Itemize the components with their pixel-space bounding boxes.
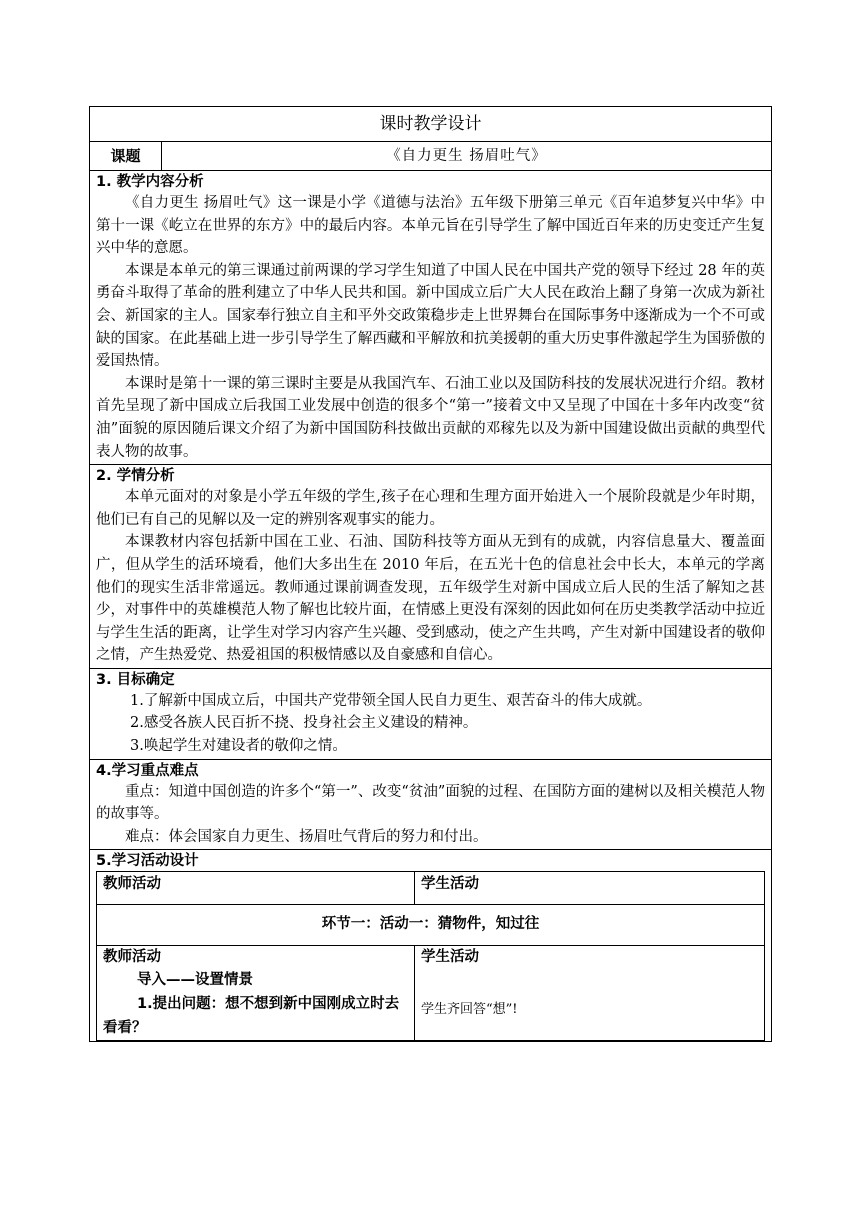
paragraph: 本单元面对的对象是小学五年级的学生,孩子在心理和生理方面开始进入一个展阶段就是少年时期，他们已有自己的见解以及一定的辨别客观事实的能力。 [96,489,765,528]
question-step: 1.提出问题：想不想到新中国刚成立时去看看？ [103,996,400,1037]
section-heading: 2. 学情分析 [96,468,175,485]
student-activity-header: 学生活动 [415,872,765,905]
section-activity-design [90,850,772,1042]
topic-value: 《自力更生 扬眉吐气》 [162,142,772,171]
activity-table [96,871,765,1041]
paragraph: 《自力更生 扬眉吐气》这一课是小学《道德与法治》五年级下册第三单元《百年追梦复兴中华》中第十一课《屹立在世界的东方》中的最后内容。本单元旨在引导学生了解中国近百年来的历史变迁产生复兴中华的意愿。 [96,195,765,257]
difficult-point: 难点：体会国家自力更生、扬眉吐气背后的努力和付出。 [125,828,488,845]
student-answer: 学生齐回答“想”! [421,1002,518,1018]
objective-item: 1.了解新中国成立后，中国共产党带领全国人民自力更生、艰苦奋斗的伟大成就。 [130,692,652,709]
paragraph: 本课时是第十一课的第三课时主要是从我国汽车、石油工业以及国防科技的发展状况进行介绍。教材首先呈现了新中国成立后我国工业发展中创造的很多个“第一”接着文中又呈现了中国在十多年内改变“贫油”面貌的原因随后课文介绍了为新中国国防科技做出贡献的邓稼先以及为新中国建设做出贡献的典型代表人物的故事。 [96,375,765,460]
section-heading: 4.学习重点难点 [96,762,199,779]
objective-item: 3.唤起学生对建设者的敬仰之情。 [130,738,347,755]
paragraph: 本课教材内容包括新中国在工业、石油、国防科技等方面从无到有的成就，内容信息量大、覆盖面广，但从学生的活环境看，他们大多出生在 2010 年后，在五光十色的信息社会中长大，本单元的学离他们的现实生活非常遥远。教师通过课前调查发现，五年级学生对新中国成立后人民的生活了解知之甚少，对事件中的英雄模范人物了解也比较片面，在情感上更没有深刻的因此如何在历史类教学活动中拉近与学生生活的距离，让学生对学习内容产生兴趣、受到感动，使之产生共鸣，产生对新中国建设者的敬仰之情，产生热爱党、热爱祖国的积极情感以及自豪感和自信心。 [96,534,765,664]
student-activity-cell [415,946,765,1041]
section-heading: 1. 教学内容分析 [96,174,204,190]
section-content-analysis [90,171,772,465]
teacher-activity-label: 教师活动 [103,949,161,966]
teacher-activity-cell [97,946,415,1041]
section-heading: 5.学习活动设计 [96,853,199,870]
paragraph: 本课是本单元的第三课通过前两课的学习学生知道了中国人民在中国共产党的领导下经过 28 年的英勇奋斗取得了革命的胜利建立了中华人民共和国。新中国成立后广大人民在政治上翻了身第一次成为新社会、新国家的主人。国家奉行独立自主和平外交政策稳步走上世界舞台在国际事务中逐渐成为一个不可或缺的国家。在此基础上进一步引导学生了解西藏和平解放和抗美援朝的重大历史事件激起学生为国骄傲的爱国热情。 [96,262,765,370]
section-heading: 3. 目标确定 [96,671,175,688]
document-title: 课时教学设计 [90,107,772,142]
key-point: 重点：知道中国创造的许多个“第一”、改变“贫油”面貌的过程、在国防方面的建树以及相关模范人物的故事等。 [96,783,765,823]
section-learner-analysis [90,465,772,669]
phase-title: 环节一：活动一：猜物件，知过往 [97,905,765,946]
objective-item: 2.感受各族人民百折不挠、投身社会主义建设的精神。 [130,715,478,732]
lesson-design-document [89,106,772,1042]
topic-label: 课题 [90,142,162,171]
section-key-points [90,759,772,850]
intro-step: 导入——设置情景 [137,972,253,989]
section-objectives [90,668,772,759]
lesson-design-table [89,106,772,1042]
student-activity-label: 学生活动 [421,949,479,966]
teacher-activity-header: 教师活动 [97,872,415,905]
